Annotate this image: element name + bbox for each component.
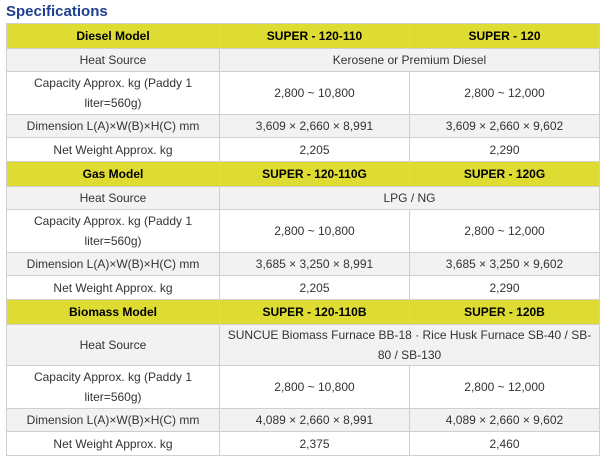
capacity-value: 2,800 ~ 10,800 bbox=[220, 210, 410, 253]
dimension-label: Dimension L(A)×W(B)×H(C) mm bbox=[7, 115, 220, 138]
table-row bbox=[7, 366, 600, 409]
table-row bbox=[7, 409, 600, 432]
capacity-label: Capacity Approx. kg (Paddy 1 liter=560g) bbox=[7, 366, 220, 409]
model-name: SUPER - 120B bbox=[410, 300, 600, 325]
weight-value: 2,290 bbox=[410, 138, 600, 162]
heat-source-label: Heat Source bbox=[7, 49, 220, 72]
capacity-value: 2,800 ~ 12,000 bbox=[410, 366, 600, 409]
weight-value: 2,205 bbox=[220, 276, 410, 300]
section-header-gas bbox=[7, 162, 600, 187]
table-row bbox=[7, 187, 600, 210]
dimension-value: 3,685 × 3,250 × 8,991 bbox=[220, 253, 410, 276]
heat-source-label: Heat Source bbox=[7, 187, 220, 210]
dimension-value: 4,089 × 2,660 × 9,602 bbox=[410, 409, 600, 432]
model-name: SUPER - 120-110B bbox=[220, 300, 410, 325]
table-row bbox=[7, 253, 600, 276]
model-label: Gas Model bbox=[7, 162, 220, 187]
capacity-value: 2,800 ~ 10,800 bbox=[220, 366, 410, 409]
table-row bbox=[7, 138, 600, 162]
page-title: Specifications bbox=[6, 3, 108, 20]
dimension-value: 4,089 × 2,660 × 8,991 bbox=[220, 409, 410, 432]
weight-label: Net Weight Approx. kg bbox=[7, 276, 220, 300]
capacity-value: 2,800 ~ 12,000 bbox=[410, 210, 600, 253]
section-header-biomass bbox=[7, 300, 600, 325]
table-row bbox=[7, 72, 600, 115]
model-label: Diesel Model bbox=[7, 24, 220, 49]
section-header-diesel bbox=[7, 24, 600, 49]
model-name: SUPER - 120G bbox=[410, 162, 600, 187]
model-label: Biomass Model bbox=[7, 300, 220, 325]
table-row bbox=[7, 49, 600, 72]
capacity-value: 2,800 ~ 12,000 bbox=[410, 72, 600, 115]
weight-value: 2,290 bbox=[410, 276, 600, 300]
capacity-label: Capacity Approx. kg (Paddy 1 liter=560g) bbox=[7, 210, 220, 253]
table-row bbox=[7, 210, 600, 253]
dimension-label: Dimension L(A)×W(B)×H(C) mm bbox=[7, 409, 220, 432]
weight-label: Net Weight Approx. kg bbox=[7, 138, 220, 162]
table-row bbox=[7, 432, 600, 456]
heat-source-value: Kerosene or Premium Diesel bbox=[220, 49, 600, 72]
table-row bbox=[7, 276, 600, 300]
weight-value: 2,460 bbox=[410, 432, 600, 456]
dimension-value: 3,609 × 2,660 × 9,602 bbox=[410, 115, 600, 138]
model-name: SUPER - 120-110 bbox=[220, 24, 410, 49]
capacity-label: Capacity Approx. kg (Paddy 1 liter=560g) bbox=[7, 72, 220, 115]
heat-source-label: Heat Source bbox=[7, 325, 220, 366]
heat-source-value: LPG / NG bbox=[220, 187, 600, 210]
weight-label: Net Weight Approx. kg bbox=[7, 432, 220, 456]
weight-value: 2,375 bbox=[220, 432, 410, 456]
heat-source-value: SUNCUE Biomass Furnace BB-18 · Rice Husk Furnace SB-40 / SB-80 / SB-130 bbox=[220, 325, 600, 366]
model-name: SUPER - 120 bbox=[410, 24, 600, 49]
capacity-value: 2,800 ~ 10,800 bbox=[220, 72, 410, 115]
specifications-table bbox=[6, 23, 600, 456]
table-row bbox=[7, 115, 600, 138]
dimension-value: 3,609 × 2,660 × 8,991 bbox=[220, 115, 410, 138]
dimension-label: Dimension L(A)×W(B)×H(C) mm bbox=[7, 253, 220, 276]
model-name: SUPER - 120-110G bbox=[220, 162, 410, 187]
table-row bbox=[7, 325, 600, 366]
weight-value: 2,205 bbox=[220, 138, 410, 162]
dimension-value: 3,685 × 3,250 × 9,602 bbox=[410, 253, 600, 276]
